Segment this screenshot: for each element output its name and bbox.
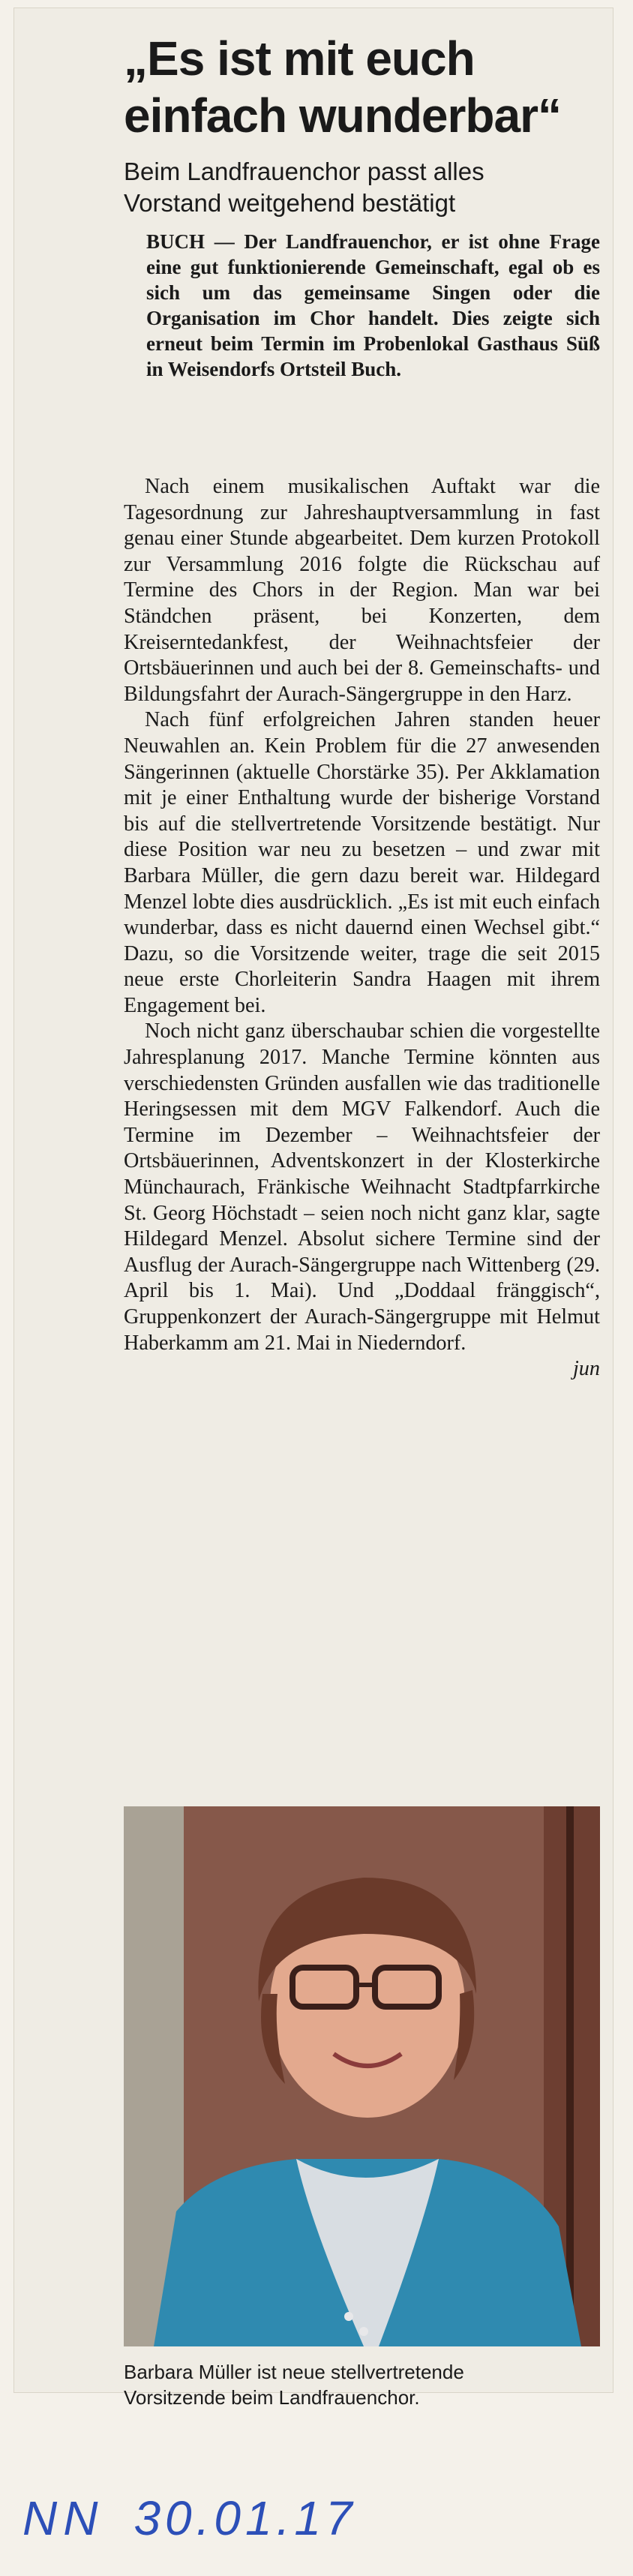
article-headline [124, 30, 604, 144]
article-lead: BUCH — Der Landfrauenchor, er ist ohne Frage eine gut funktionierende Gemeinschaft, egal ob es sich um das gemeinsame Singen oder die Organisation im Chor handelt. Dies zeigte sich erneut beim Termin im Probenlokal Gasthaus Süß in Weisendorfs Ortsteil Buch. [146, 230, 600, 380]
photo-caption [124, 2359, 604, 2410]
body-paragraph: Nach einem musikalischen Auftakt war die Tagesordnung zur Jahreshauptversammlung in fast genau einer Stunde abgearbeitet. Dem kurzen Protokoll zur Versammlung 2016 folgte die Rückschau auf Termine des Chors in der Region. Man war bei Ständchen präsent, bei Konzerten, dem Kreiserntedankfest, der Weihnachtsfeier der Ortsbäuerinnen und auch bei der 8. Gemeinschafts- und Bildungsfahrt der Aurach-Sängergruppe in den Harz. [124, 475, 600, 706]
source-abbreviation: NN [22, 2491, 104, 2545]
body-paragraph: Noch nicht ganz überschaubar schien die vorgestellte Jahresplanung 2017. Manche Termine könnten aus verschiedensten Gründen ausfallen wie das traditionelle Heringsessen mit dem MGV Falkendorf. Auch die Termine im Dezember – Weihnachtsfeier der Ortsbäuerinnen, Adventskonzert in der Klosterkirche Münchaurach, Fränkische Weihnacht Stadtpfarrkirche St. Georg Höchstadt – seien noch nicht ganz klar, sagte Hildegard Menzel. Absolut sichere Termine sind der Ausflug der Aurach-Sängergruppe nach Wittenberg (29. April bis 1. Mai). Und „Doddaal fränggisch“, Gruppenkonzert der Aurach-Sängergruppe mit Helmut Haberkamm am 21. Mai in Niederndorf. [124, 1019, 600, 1355]
body-paragraph: Nach fünf erfolgreichen Jahren standen heuer Neuwahlen an. Kein Problem für die 27 anwesenden Sängerinnen (aktuelle Chorstärke 35). Per Akklamation mit je einer Enthaltung wurde der bisherige Vorstand bis auf die stellvertretende Vorsitzende bestätigt. Nur diese Position war neu zu besetzen – und zwar mit Barbara Müller, die gern dazu bereit war. Hildegard Menzel lobte dies ausdrücklich. „Es ist mit euch einfach wunderbar, dass es nicht dauernd einen Wechsel gibt.“ Dazu, so die Vorsitzende weiter, trage die seit 2015 neue erste Chorleiterin Sandra Haagen mit ihrem Engagement bei. [124, 708, 600, 1017]
portrait-illustration [124, 1806, 600, 2346]
handwritten-date: 30.01.17 [134, 2491, 357, 2545]
headline-line-2: einfach wunderbar“ [124, 89, 561, 143]
article-subheadline [124, 156, 604, 219]
caption-line-1: Barbara Müller ist neue stellvertretende [124, 2361, 464, 2383]
handwritten-source-date [22, 2490, 357, 2546]
portrait-photo [124, 1806, 600, 2346]
subhead-line-1: Beim Landfrauenchor passt alles [124, 158, 484, 185]
subhead-line-2: Vorstand weitgehend bestätigt [124, 189, 456, 217]
headline-line-1: „Es ist mit euch [124, 32, 475, 86]
author-signature: jun [572, 1357, 600, 1381]
article-body [124, 474, 600, 1383]
caption-line-2: Vorsitzende beim Landfrauenchor. [124, 2386, 420, 2409]
